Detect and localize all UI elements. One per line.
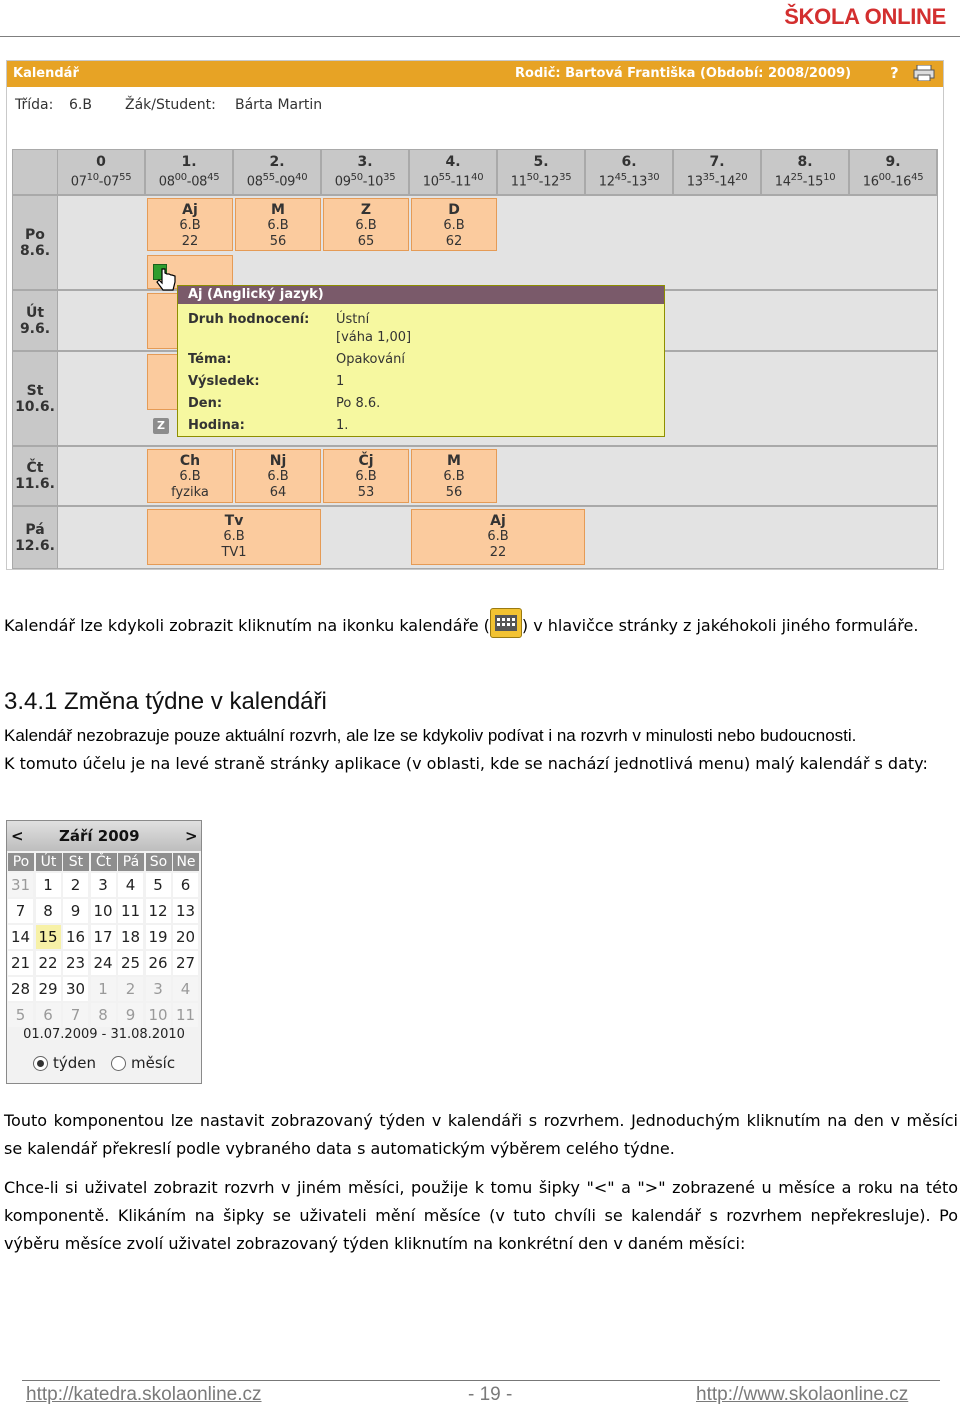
tooltip-value: 1 bbox=[336, 374, 345, 389]
lesson-cell[interactable] bbox=[235, 449, 321, 503]
period-end-minutes: 35 bbox=[559, 172, 572, 183]
lesson-room: 22 bbox=[181, 234, 199, 249]
lesson-subject: Čj bbox=[358, 453, 374, 469]
period-start-minutes: 55 bbox=[262, 172, 275, 183]
calendar-icon bbox=[490, 608, 522, 638]
period-number: 8. bbox=[797, 154, 813, 170]
lesson-room: 56 bbox=[445, 485, 463, 500]
calendar-day[interactable]: 3 bbox=[146, 977, 171, 1001]
period-end-minutes: 45 bbox=[207, 172, 220, 183]
lesson-subject: Aj bbox=[182, 202, 198, 218]
month-radio-label: měsíc bbox=[131, 1054, 176, 1072]
day-label bbox=[13, 447, 57, 505]
calendar-day[interactable]: 8 bbox=[36, 899, 61, 923]
paragraph-intro: Kalendář nezobrazuje pouze aktuální rozvrh, ale lze se kdykoliv podívat i na rozvrh v minulosti nebo budoucnosti. bbox=[4, 726, 857, 745]
tooltip-value: Opakování bbox=[336, 352, 405, 367]
lesson-class: 6.B bbox=[355, 469, 377, 484]
weekday-row bbox=[7, 853, 201, 871]
lesson-class: 6.B bbox=[443, 218, 465, 233]
lesson-subject: M bbox=[271, 202, 285, 218]
period-header bbox=[498, 150, 584, 194]
katedra-link[interactable]: http://katedra.skolaonline.cz bbox=[26, 1384, 262, 1405]
calendar-day[interactable]: 11 bbox=[173, 1003, 198, 1027]
calendar-day[interactable]: 25 bbox=[118, 951, 143, 975]
period-number: 5. bbox=[533, 154, 549, 170]
calendar-day[interactable]: 4 bbox=[173, 977, 198, 1001]
period-start-minutes: 45 bbox=[614, 172, 627, 183]
lesson-cell[interactable] bbox=[147, 509, 321, 565]
period-header bbox=[234, 150, 320, 194]
footer-left-link[interactable] bbox=[26, 1384, 262, 1406]
period-start-minutes: 55 bbox=[438, 172, 451, 183]
print-icon[interactable] bbox=[913, 65, 935, 81]
calendar-day[interactable]: 21 bbox=[8, 951, 33, 975]
period-start-minutes: 35 bbox=[702, 172, 715, 183]
mini-calendar-header bbox=[7, 821, 201, 851]
lesson-subject: D bbox=[448, 202, 460, 218]
period-end-minutes: 35 bbox=[383, 172, 396, 183]
week-radio[interactable] bbox=[33, 1056, 48, 1071]
lesson-cell[interactable] bbox=[147, 449, 233, 503]
class-value: 6.B bbox=[69, 97, 92, 113]
paragraph-component: Touto komponentou lze nastavit zobrazovaný týden v kalendáři s rozvrhem. Jednoduchým kliknutím na den v měsíci se kalendář překreslí podle vybraného data s automatickým výběrem celého týdne. bbox=[4, 1111, 958, 1158]
tooltip-value: 1. bbox=[336, 418, 349, 433]
period-number: 9. bbox=[885, 154, 901, 170]
page-number: - 19 - bbox=[468, 1384, 513, 1405]
calendar-day[interactable]: 11 bbox=[118, 899, 143, 923]
footer-divider bbox=[22, 1380, 940, 1381]
lesson-cell[interactable] bbox=[323, 198, 409, 251]
calendar-day[interactable]: 9 bbox=[118, 1003, 143, 1027]
period-header bbox=[58, 150, 144, 194]
lesson-subject: Nj bbox=[269, 453, 287, 469]
calendar-day[interactable]: 1 bbox=[91, 977, 116, 1001]
calendar-day[interactable]: 2 bbox=[63, 873, 88, 897]
tooltip-label: Druh hodnocení: bbox=[188, 312, 310, 327]
calendar-day[interactable]: 24 bbox=[91, 951, 116, 975]
lesson-room: 65 bbox=[357, 234, 375, 249]
month-radio[interactable] bbox=[111, 1056, 126, 1071]
skolaonline-link[interactable]: http://www.skolaonline.cz bbox=[696, 1384, 909, 1405]
period-header bbox=[586, 150, 672, 194]
period-time: $11^{50}-12^{35}$ bbox=[510, 172, 572, 190]
calendar-day[interactable]: 31 bbox=[8, 873, 33, 897]
mini-calendar-month: Září 2009 bbox=[59, 827, 140, 845]
weekday-header: Út bbox=[36, 853, 62, 871]
day-name: Čt bbox=[26, 460, 44, 476]
lesson-subject: M bbox=[447, 453, 461, 469]
lesson-subject: Ch bbox=[179, 453, 201, 469]
period-end-minutes: 20 bbox=[735, 172, 748, 183]
view-mode-options bbox=[7, 1053, 201, 1079]
period-start-minutes: 50 bbox=[350, 172, 363, 183]
weekday-header: So bbox=[146, 853, 172, 871]
lesson-cell[interactable] bbox=[147, 198, 233, 251]
period-start-minutes: 10 bbox=[86, 172, 99, 183]
tooltip-label: Den: bbox=[188, 396, 223, 411]
period-number: 6. bbox=[621, 154, 637, 170]
calendar-day[interactable]: 13 bbox=[173, 899, 198, 923]
period-number: 7. bbox=[709, 154, 725, 170]
hand-cursor-icon bbox=[153, 263, 179, 293]
period-time: $08^{00}-08^{45}$ bbox=[158, 172, 220, 190]
period-end-minutes: 45 bbox=[911, 172, 924, 183]
lesson-class: 6.B bbox=[487, 529, 509, 544]
tooltip-label: Hodina: bbox=[188, 418, 245, 433]
lesson-subject: Z bbox=[360, 202, 372, 218]
calendar-day[interactable]: 18 bbox=[118, 925, 143, 949]
lesson-cell[interactable] bbox=[411, 509, 585, 565]
paragraph-mini-calendar: K tomuto účelu je na levé straně stránky aplikace (v oblasti, kde se nachází jednotlivá menu) malý kalendář s daty: bbox=[4, 754, 928, 773]
calendar-day[interactable]: 20 bbox=[173, 925, 198, 949]
lesson-class: 6.B bbox=[179, 218, 201, 233]
calendar-day[interactable]: 5 bbox=[8, 1003, 33, 1027]
period-header bbox=[674, 150, 760, 194]
period-number: 3. bbox=[357, 154, 373, 170]
lesson-class: 6.B bbox=[223, 529, 245, 544]
student-label: Žák/Student: bbox=[125, 97, 216, 113]
grid-corner bbox=[13, 150, 57, 194]
calendar-day[interactable]: 6 bbox=[36, 1003, 61, 1027]
p1-part-b: ) v hlavičce stránky z jakéhokoli jiného formuláře. bbox=[521, 616, 919, 635]
calendar-day[interactable]: 2 bbox=[118, 977, 143, 1001]
grade-tooltip bbox=[177, 285, 665, 437]
student-info-row bbox=[7, 87, 943, 135]
calendar-day[interactable]: 4 bbox=[118, 873, 143, 897]
lesson-room: 53 bbox=[357, 485, 375, 500]
period-start-minutes: 25 bbox=[790, 172, 803, 183]
day-label bbox=[13, 352, 57, 445]
lesson-room: 56 bbox=[269, 234, 287, 249]
weekday-header: St bbox=[63, 853, 89, 871]
calendar-day[interactable]: 8 bbox=[91, 1003, 116, 1027]
lesson-subject: Aj bbox=[490, 513, 506, 529]
lesson-room: fyzika bbox=[171, 485, 209, 500]
lesson-cell[interactable] bbox=[323, 449, 409, 503]
calendar-day[interactable]: 23 bbox=[63, 951, 88, 975]
footer-right-link[interactable] bbox=[696, 1384, 908, 1406]
period-header bbox=[410, 150, 496, 194]
period-start-minutes: 00 bbox=[174, 172, 187, 183]
lesson-cell[interactable] bbox=[235, 198, 321, 251]
period-start-minutes: 00 bbox=[878, 172, 891, 183]
day-label bbox=[13, 507, 57, 568]
period-header bbox=[322, 150, 408, 194]
class-label: Třída: bbox=[15, 97, 54, 113]
period-time: $13^{35}-14^{20}$ bbox=[686, 172, 748, 190]
period-number: 1. bbox=[181, 154, 197, 170]
calendar-day[interactable]: 19 bbox=[146, 925, 171, 949]
calendar-day[interactable]: 5 bbox=[146, 873, 171, 897]
lesson-subject: Tv bbox=[224, 513, 244, 529]
tooltip-label: Téma: bbox=[188, 352, 232, 367]
period-header bbox=[762, 150, 848, 194]
calendar-day[interactable]: 30 bbox=[63, 977, 88, 1001]
period-time: $10^{55}-11^{40}$ bbox=[422, 172, 484, 190]
calendar-day[interactable]: 7 bbox=[63, 1003, 88, 1027]
p1-part-a: Kalendář lze kdykoli zobrazit kliknutím na ikonku kalendáře ( bbox=[4, 616, 490, 635]
period-time: $14^{25}-15^{10}$ bbox=[774, 172, 836, 190]
calendar-day[interactable]: 9 bbox=[63, 899, 88, 923]
day-grid bbox=[7, 873, 201, 1027]
lesson-room: 22 bbox=[489, 545, 507, 560]
calendar-day[interactable]: 28 bbox=[8, 977, 33, 1001]
prev-month-arrow[interactable]: < bbox=[11, 827, 24, 845]
brand-logo: ŠKOLA ONLINE bbox=[784, 4, 946, 29]
calendar-day[interactable]: 14 bbox=[8, 925, 33, 949]
calendar-day[interactable]: 17 bbox=[91, 925, 116, 949]
day-name: Pá bbox=[25, 521, 45, 538]
calendar-day[interactable]: 1 bbox=[36, 873, 61, 897]
period-time: $12^{45}-13^{30}$ bbox=[598, 172, 660, 190]
calendar-day[interactable]: 15 bbox=[36, 925, 61, 949]
calendar-day[interactable]: 29 bbox=[36, 977, 61, 1001]
period-end-minutes: 40 bbox=[295, 172, 308, 183]
tooltip-value: Po 8.6. bbox=[336, 396, 381, 411]
lesson-class: 6.B bbox=[267, 218, 289, 233]
day-date: 8.6. bbox=[19, 242, 51, 259]
lesson-class: 6.B bbox=[443, 469, 465, 484]
day-date: 11.6. bbox=[15, 476, 55, 492]
calendar-day[interactable]: 26 bbox=[146, 951, 171, 975]
day-date: 9.6. bbox=[19, 320, 51, 337]
period-time: $16^{00}-16^{45}$ bbox=[862, 172, 924, 190]
weekday-header: Čt bbox=[91, 853, 117, 871]
help-icon[interactable]: ? bbox=[890, 64, 899, 82]
period-header bbox=[850, 150, 936, 194]
period-time: $08^{55}-09^{40}$ bbox=[246, 172, 308, 190]
z-badge-icon[interactable]: Z bbox=[153, 418, 169, 434]
section-heading: 3.4.1 Změna týdne v kalendáři bbox=[4, 688, 327, 715]
mini-calendar bbox=[6, 820, 202, 1084]
period-time: $07^{10}-07^{55}$ bbox=[70, 172, 132, 190]
period-end-minutes: 10 bbox=[823, 172, 836, 183]
lesson-room: 64 bbox=[269, 485, 287, 500]
period-number: 0 bbox=[96, 154, 106, 170]
period-number: 4. bbox=[445, 154, 461, 170]
lesson-class: 6.B bbox=[355, 218, 377, 233]
day-date: 10.6. bbox=[15, 398, 55, 415]
period-header bbox=[146, 150, 232, 194]
student-value: Bárta Martin bbox=[235, 97, 323, 113]
day-label bbox=[13, 291, 57, 350]
weekday-header: Po bbox=[8, 853, 34, 871]
calendar-day[interactable]: 3 bbox=[91, 873, 116, 897]
calendar-day[interactable]: 10 bbox=[146, 1003, 171, 1027]
period-number: 2. bbox=[269, 154, 285, 170]
calendar-day[interactable]: 7 bbox=[8, 899, 33, 923]
paragraph-arrows: Chce-li si uživatel zobrazit rozvrh v jiném měsíci, použije k tomu šipky "<" a ">" zobrazené u měsíce a roku na této komponentě. Klikáním na šipky se uživateli mění měsíce (v tuto chvíli se kalendář s rozvrhem nepřekresluje). Po výběru měsíce zvolí uživatel zobrazovaný týden kliknutím na konkrétní den v daném měsíci: bbox=[4, 1178, 958, 1253]
period-end-minutes: 55 bbox=[119, 172, 132, 183]
parent-info: Rodič: Bartová Františka (Období: 2008/2009) bbox=[515, 66, 852, 81]
day-date: 12.6. bbox=[15, 537, 55, 554]
lesson-room: 62 bbox=[445, 234, 463, 249]
calendar-day[interactable]: 10 bbox=[91, 899, 116, 923]
day-name: Po bbox=[25, 226, 45, 243]
weekday-header: Ne bbox=[173, 853, 199, 871]
app-title: Kalendář bbox=[13, 66, 79, 81]
calendar-day[interactable]: 22 bbox=[36, 951, 61, 975]
calendar-app-screenshot bbox=[6, 60, 944, 570]
tooltip-title-bar bbox=[178, 286, 664, 304]
day-name: Út bbox=[25, 304, 45, 321]
lesson-room: TV1 bbox=[221, 545, 247, 560]
next-month-arrow[interactable]: > bbox=[185, 827, 198, 845]
weekday-header: Pá bbox=[118, 853, 144, 871]
lesson-cell[interactable] bbox=[411, 198, 497, 251]
lesson-class: 6.B bbox=[179, 469, 201, 484]
calendar-day[interactable]: 6 bbox=[173, 873, 198, 897]
tooltip-value: [váha 1,00] bbox=[336, 330, 412, 345]
tooltip-title: Aj (Anglický jazyk) bbox=[188, 287, 324, 302]
calendar-day[interactable]: 27 bbox=[173, 951, 198, 975]
lesson-class: 6.B bbox=[267, 469, 289, 484]
app-titlebar bbox=[7, 61, 943, 87]
paragraph-calendar-icon bbox=[4, 608, 958, 640]
header-divider bbox=[0, 36, 960, 37]
period-start-minutes: 50 bbox=[526, 172, 539, 183]
period-end-minutes: 30 bbox=[647, 172, 660, 183]
day-name: St bbox=[26, 382, 44, 399]
day-label bbox=[13, 196, 57, 289]
date-range: 01.07.2009 - 31.08.2010 bbox=[23, 1027, 185, 1042]
tooltip-value: Ústní bbox=[336, 312, 370, 327]
lesson-cell[interactable] bbox=[411, 449, 497, 503]
period-time: $09^{50}-10^{35}$ bbox=[334, 172, 396, 190]
week-radio-label: týden bbox=[53, 1054, 97, 1072]
period-end-minutes: 40 bbox=[471, 172, 484, 183]
calendar-day[interactable]: 16 bbox=[63, 925, 88, 949]
calendar-day[interactable]: 12 bbox=[146, 899, 171, 923]
tooltip-label: Výsledek: bbox=[188, 374, 260, 389]
